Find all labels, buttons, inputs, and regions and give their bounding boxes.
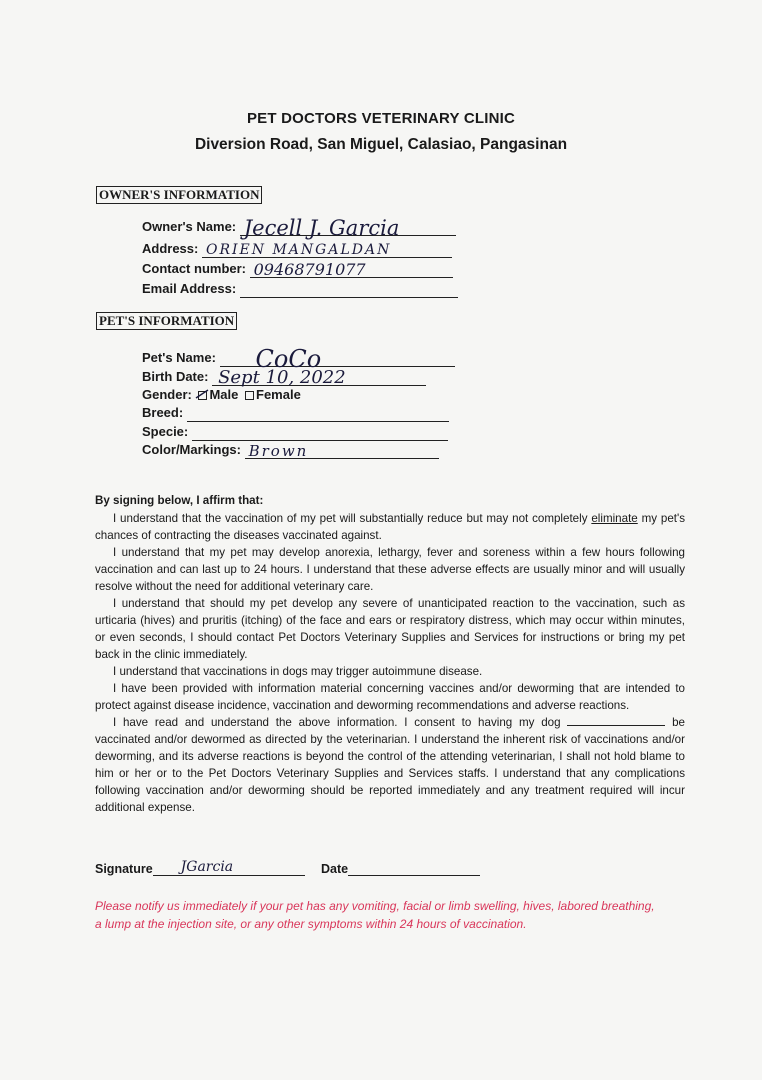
owner-contact-label: Contact number: [142,261,246,276]
pet-name-value: CoCo [255,345,322,373]
pet-breed-label: Breed: [142,405,184,420]
date-label: Date [321,862,349,876]
notice-text: Please notify us immediately if your pet has any vomiting, facial or limb swelling, hives, labored breathing, a lump at the injection site, or any other symptoms within 24 hours of vaccination. [95,899,655,931]
pet-gender-row [142,386,301,404]
check-mark-icon [195,387,209,401]
signature-row [95,859,305,876]
owner-email-row [142,280,458,298]
signature-field[interactable] [153,859,305,876]
owner-contact-row [142,260,453,278]
owner-address-value: ORIEN MANGALDAN [205,242,392,258]
pet-specie-field[interactable] [192,425,448,441]
owner-contact-field[interactable] [250,262,453,278]
pet-name-row [142,345,455,373]
date-row [321,862,480,876]
owner-name-row [142,216,456,240]
affirmation-6-end: be vaccinated and/or dewormed as directed by the veterinarian. I understand the inherent risk of vaccinations and/or deworming, and its adverse reactions is beyond the control of the attending veterinarian, I shall not hold blame to him or her or to the Pet Doctors Veterinary Supplies and Services staffs. I understand that any complications following vaccination and/or deworming should be reported immediately and any treatment required will incur additional expense. [95,716,685,814]
affirmation-paragraph-2: I understand that my pet may develop anorexia, lethargy, fever and soreness within a few hours following vaccination and can last up to 24 hours. I understand that these adverse effects are usually minor and will usually resolve without the need for additional veterinary care. [95,546,685,593]
affirmation-block [95,492,685,816]
owner-name-label: Owner's Name: [142,219,237,234]
pet-gender-label: Gender: [142,387,192,402]
pet-color-row [142,441,439,459]
owner-address-field[interactable] [202,242,452,258]
owner-email-label: Email Address: [142,281,237,296]
affirmation-6-text: I have read and understand the above information. I consent to having my dog [113,716,561,729]
pet-color-value: Brown [248,442,309,460]
clinic-name: PET DOCTORS VETERINARY CLINIC [246,110,516,127]
owner-email-field[interactable] [240,282,458,298]
date-field[interactable] [348,862,480,876]
pet-birth-label: Birth Date: [142,369,209,384]
male-checkbox[interactable] [198,391,207,400]
female-label: Female [256,387,301,402]
affirmation-1-end: my pet's chances of contracting the diseases vaccinated against. [95,512,685,542]
owner-name-value: Jecell J. Garcia [243,216,400,240]
owner-address-row [142,240,452,258]
pet-breed-row [142,404,449,422]
clinic-address: Diversion Road, San Miguel, Calasiao, Pangasinan [194,136,568,153]
pet-color-field[interactable] [245,443,439,459]
pet-birth-value: Sept 10, 2022 [218,367,346,388]
pet-birth-field[interactable] [212,367,426,388]
pet-birth-row [142,368,426,386]
owner-contact-value: 09468791077 [253,260,366,279]
signature-label: Signature [95,862,153,876]
pet-name-field[interactable] [220,345,455,373]
pet-breed-field[interactable] [187,406,449,422]
pet-section-title: PET'S INFORMATION [96,312,237,330]
affirmation-paragraph-1 [95,510,685,544]
male-label: Male [209,387,239,402]
dog-name-blank[interactable] [567,714,665,726]
owner-address-label: Address: [142,241,199,256]
affirmation-paragraph-3: I understand that should my pet develop any severe of unanticipated reaction to the vaccination, such as urticaria (hives) and pruritis (itching) of the face and ears or respiratory distress, which may occur within minutes, or even seconds, I should contact Pet Doctors Veterinary Supplies and Services for instructions or bring my pet back in the clinic immediately. [95,597,685,661]
female-checkbox[interactable] [245,391,254,400]
affirmation-1-underlined: eliminate [591,512,638,525]
owner-section-title: OWNER'S INFORMATION [96,186,262,204]
affirmation-1-text: I understand that the vaccination of my pet will substantially reduce but may not completely [113,512,592,525]
owner-name-field[interactable] [240,216,456,240]
pet-color-label: Color/Markings: [142,442,241,457]
pet-specie-label: Specie: [142,424,189,439]
affirmation-paragraph-5: I have been provided with information material concerning vaccines and/or deworming that are intended to protect against disease incidence, vaccination and deworming recommendations and adverse reactions. [95,682,685,712]
pet-name-label: Pet's Name: [142,350,216,365]
affirmation-heading: By signing below, I affirm that: [95,494,264,507]
pet-specie-row [142,423,448,441]
affirmation-paragraph-6 [95,714,685,816]
signature-value: JGarcia [180,859,234,875]
affirmation-paragraph-4: I understand that vaccinations in dogs may trigger autoimmune disease. [113,665,483,678]
